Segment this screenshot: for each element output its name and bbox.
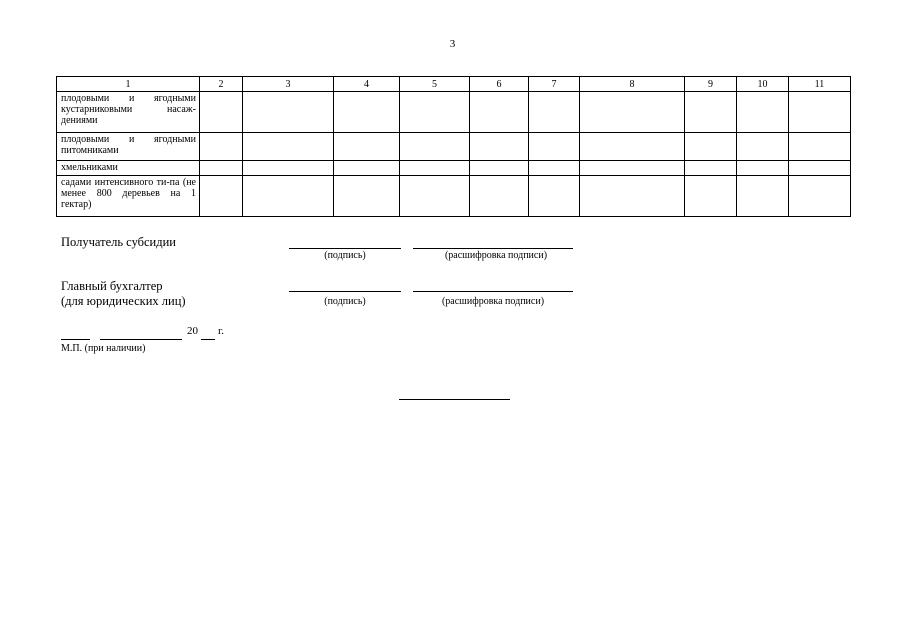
recipient-decoding-line[interactable] [413, 248, 573, 249]
table-cell[interactable] [737, 92, 789, 133]
column-header: 11 [789, 77, 851, 92]
header-row [57, 77, 851, 92]
date-year-prefix: 20 [187, 325, 198, 337]
table-cell[interactable] [470, 133, 529, 161]
date-year-suffix: г. [218, 325, 225, 337]
row-label: садами интенсивного ти-па (не менее 800 деревьев на 1 гектар) [57, 176, 200, 217]
table-cell[interactable] [529, 92, 580, 133]
accountant-label: Главный бухгалтер [61, 279, 163, 293]
date-month-line[interactable] [100, 339, 182, 340]
column-header: 5 [400, 77, 470, 92]
accountant-signature-caption: (подпись) [324, 296, 366, 307]
table-cell[interactable] [529, 161, 580, 176]
table-row [57, 92, 851, 133]
table-cell[interactable] [789, 176, 851, 217]
table-cell[interactable] [685, 161, 737, 176]
table-cell[interactable] [470, 176, 529, 217]
stamp-label: М.П. (при наличии) [61, 343, 146, 354]
closing-separator [399, 399, 510, 400]
table-cell[interactable] [470, 161, 529, 176]
column-header: 1 [57, 77, 200, 92]
recipient-signature-caption: (подпись) [324, 250, 366, 261]
table-cell[interactable] [200, 161, 243, 176]
table-row [57, 133, 851, 161]
table-cell[interactable] [685, 133, 737, 161]
column-header: 4 [334, 77, 400, 92]
table-cell[interactable] [580, 161, 685, 176]
subsidy-table [56, 76, 851, 217]
accountant-signature-line[interactable] [289, 291, 401, 292]
table-cell[interactable] [334, 133, 400, 161]
column-header: 3 [243, 77, 334, 92]
date-year-line[interactable] [201, 339, 215, 340]
table-cell[interactable] [334, 161, 400, 176]
table-cell[interactable] [400, 161, 470, 176]
table-cell[interactable] [529, 133, 580, 161]
column-header: 6 [470, 77, 529, 92]
recipient-decoding-caption: (расшифровка подписи) [444, 250, 548, 261]
table-cell[interactable] [334, 92, 400, 133]
row-label: плодовыми и ягодными кустарниковыми насаж-дениями [57, 92, 200, 133]
table-cell[interactable] [400, 92, 470, 133]
table-cell[interactable] [243, 161, 334, 176]
table-cell[interactable] [243, 176, 334, 217]
table-cell[interactable] [400, 176, 470, 217]
table-cell[interactable] [789, 92, 851, 133]
recipient-signature-line[interactable] [289, 248, 401, 249]
page-number: 3 [449, 38, 456, 50]
column-header: 9 [685, 77, 737, 92]
column-header: 7 [529, 77, 580, 92]
table-cell[interactable] [400, 133, 470, 161]
table-cell[interactable] [580, 176, 685, 217]
table-cell[interactable] [334, 176, 400, 217]
table-cell[interactable] [737, 133, 789, 161]
table-cell[interactable] [737, 161, 789, 176]
date-day-line[interactable] [61, 339, 90, 340]
table-cell[interactable] [685, 92, 737, 133]
accountant-decoding-line[interactable] [413, 291, 573, 292]
table-cell[interactable] [243, 92, 334, 133]
table-cell[interactable] [789, 161, 851, 176]
table-cell[interactable] [789, 133, 851, 161]
table-cell[interactable] [529, 176, 580, 217]
table-cell[interactable] [200, 92, 243, 133]
column-header: 8 [580, 77, 685, 92]
table-cell[interactable] [470, 92, 529, 133]
accountant-decoding-caption: (расшифровка подписи) [441, 296, 545, 307]
recipient-label: Получатель субсидии [61, 235, 176, 249]
table-cell[interactable] [200, 133, 243, 161]
table-cell[interactable] [580, 133, 685, 161]
column-header: 10 [737, 77, 789, 92]
table-row [57, 176, 851, 217]
table-row [57, 161, 851, 176]
table-cell[interactable] [243, 133, 334, 161]
row-label: хмельниками [57, 161, 200, 176]
row-label: плодовыми и ягодными питомниками [57, 133, 200, 161]
accountant-sublabel: (для юридических лиц) [61, 294, 186, 308]
table-cell[interactable] [685, 176, 737, 217]
column-header: 2 [200, 77, 243, 92]
table-cell[interactable] [200, 176, 243, 217]
table-cell[interactable] [737, 176, 789, 217]
table-cell[interactable] [580, 92, 685, 133]
